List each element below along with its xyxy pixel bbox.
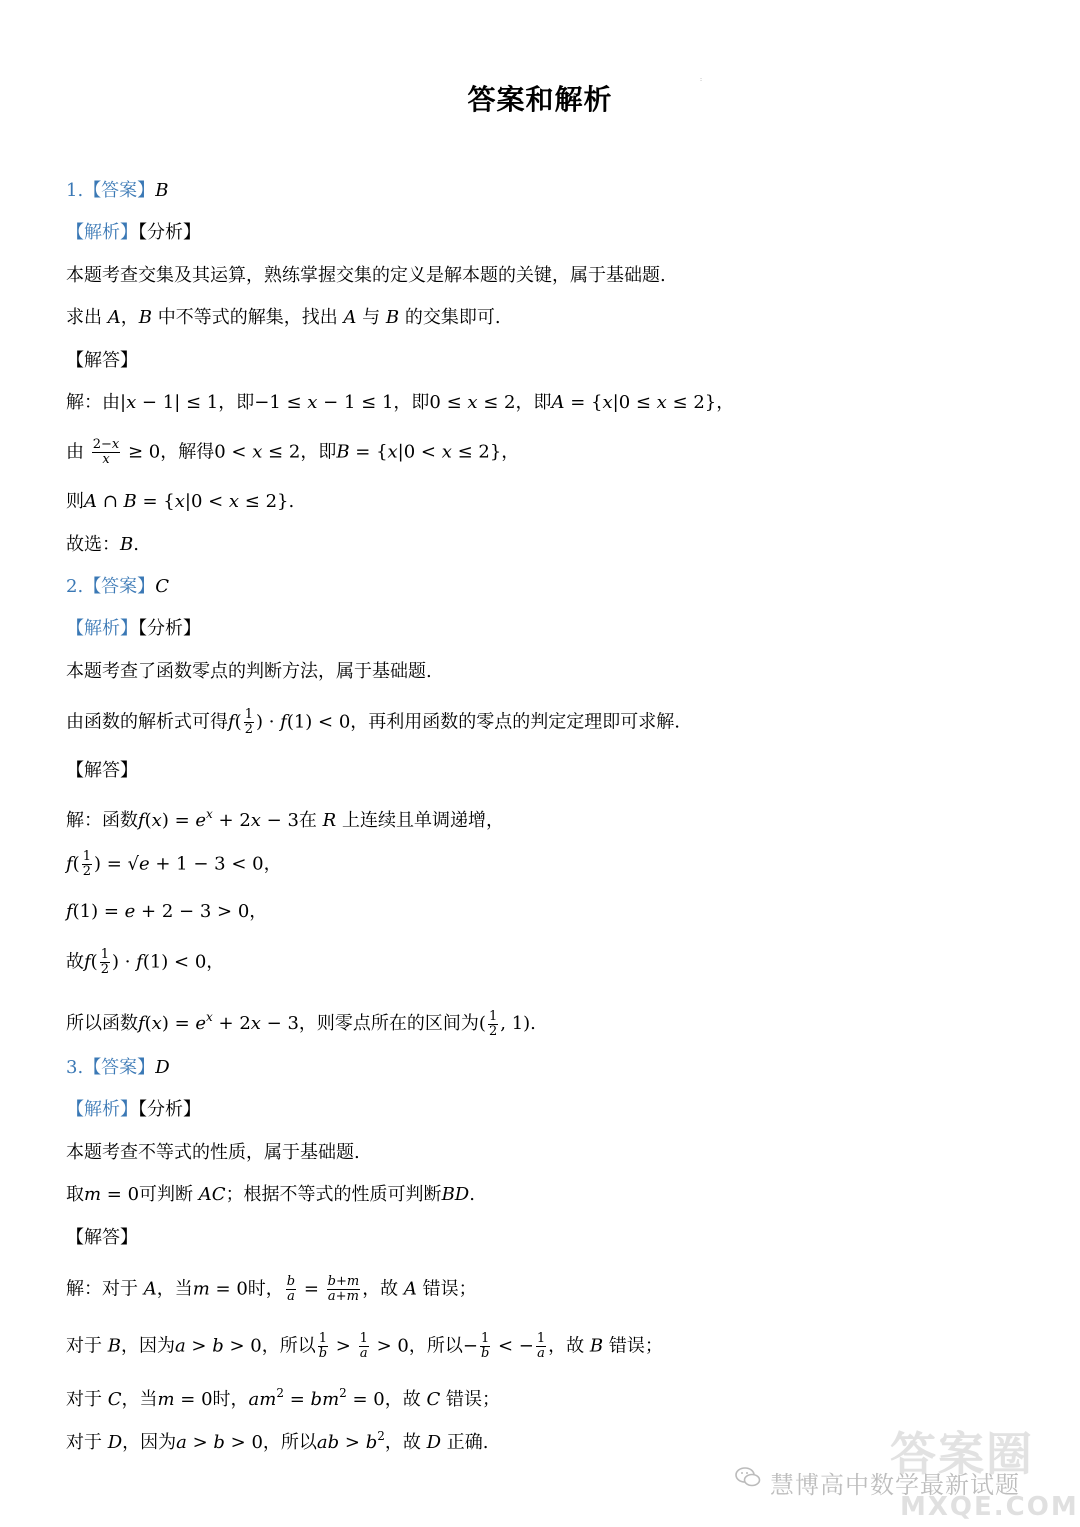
var: B [385, 307, 400, 328]
q3-solution-3 [66, 1381, 500, 1412]
q2-answer-tag: 【答案】 [83, 576, 156, 597]
q1-solution-tag: 【解答】 [66, 350, 138, 371]
q3-solution-tag: 【解答】 [66, 1227, 138, 1248]
numerator: 1 [480, 1331, 490, 1346]
text: 错误； [603, 1335, 663, 1357]
text: ，因为𝑎 > 𝑏 > 0，所以𝑎𝑏 > 𝑏 [122, 1432, 378, 1453]
q3-solution-4 [66, 1424, 489, 1455]
text: . [469, 1184, 475, 1205]
text: ， [120, 307, 139, 328]
q1-answer-line [66, 179, 168, 203]
text: 错误； [440, 1389, 500, 1410]
text: ；根据不等式的性质可判断 [225, 1184, 442, 1205]
q1-solution-3: 则𝐴 ∩ 𝐵 = {𝑥|0 < 𝑥 ≤ 2}. [66, 491, 295, 512]
text: ) · 𝑓(1) < 0，再利用函数的零点的判定定理即可求解. [255, 711, 681, 733]
text: 𝑓( [66, 853, 80, 875]
var: C [426, 1389, 441, 1410]
denominator: 𝑎+𝑚 [327, 1289, 359, 1304]
denominator: 2 [100, 962, 109, 977]
denominator: 𝑏 [318, 1346, 328, 1361]
fraction [318, 1332, 328, 1361]
q2-answer: C [155, 576, 169, 597]
denominator: 2 [82, 864, 91, 879]
fraction [327, 1275, 361, 1304]
var: R [322, 810, 337, 831]
text: 由函数的解析式可得𝑓( [66, 711, 242, 733]
denominator: 𝑎 [537, 1346, 545, 1361]
q2-solution-tag: 【解答】 [66, 760, 138, 781]
q1-fenxi-tag: 【分析】 [138, 222, 201, 243]
text: 对于 [66, 1389, 108, 1410]
q2-analysis-1: 本题考查了函数零点的判断方法，属于基础题. [66, 661, 432, 682]
text: = [298, 1278, 325, 1300]
var: D [426, 1432, 442, 1453]
watermark-logo: 答案圈 [890, 1427, 1034, 1481]
text: + 2𝑥 − 3，则零点所在的区间为( [212, 1013, 486, 1034]
var: B [138, 307, 152, 328]
text: ) · 𝑓(1) < 0， [111, 951, 225, 973]
numerator: 2−𝑥 [92, 437, 120, 452]
page-title: 答案和解析 [467, 83, 613, 116]
var: B [589, 1335, 604, 1357]
text: 对于 [66, 1335, 108, 1357]
text: 正确. [441, 1432, 489, 1453]
text: 的交集即可. [399, 307, 501, 328]
q1-answer: B [155, 180, 169, 201]
text: , 1). [500, 1013, 536, 1034]
q2-fenxi-tag: 【分析】 [138, 618, 201, 639]
text: ≥ 0，解得0 < 𝑥 ≤ 2，即𝐵 = {𝑥|0 < 𝑥 ≤ 2}， [122, 441, 520, 463]
text: 错误； [416, 1278, 477, 1300]
fraction [100, 948, 110, 977]
q3-number: 3. [66, 1057, 84, 1078]
q2-analysis-tags [66, 617, 201, 641]
fraction [286, 1275, 296, 1304]
q1-solution-1: 解：由|𝑥 − 1| ≤ 1，即−1 ≤ 𝑥 − 1 ≤ 1，即0 ≤ 𝑥 ≤ 2，即𝐴 = {𝑥|0 ≤ 𝑥 ≤ 2}， [66, 392, 735, 413]
numerator: 1 [318, 1331, 328, 1346]
text: 中不等式的解集，找出 [151, 307, 344, 328]
text: 故选： [66, 534, 120, 555]
fraction [92, 438, 121, 467]
numerator: 𝑏 [286, 1274, 296, 1289]
numerator: 1 [536, 1331, 546, 1346]
q3-answer-line [66, 1056, 170, 1080]
q1-solution-4 [66, 533, 139, 557]
superscript: 2 [377, 1429, 385, 1443]
fraction [480, 1332, 490, 1361]
var: C [107, 1389, 122, 1410]
q2-solution-1 [66, 802, 504, 833]
text: 故𝑓( [66, 951, 98, 973]
numerator: 1 [359, 1331, 368, 1346]
q3-answer: D [155, 1057, 170, 1078]
q3-fenxi-tag: 【分析】 [138, 1099, 201, 1120]
denominator: 𝑥 [102, 452, 110, 467]
q2-solution-4 [66, 948, 224, 977]
var: BD [441, 1184, 470, 1205]
superscript: 𝑥 [206, 1010, 213, 1024]
wechat-icon [735, 1466, 761, 1488]
numerator: 𝑏+𝑚 [327, 1274, 360, 1289]
superscript: 2 [339, 1386, 347, 1400]
var: AC [198, 1184, 226, 1205]
text: ) = √𝑒 + 1 − 3 < 0， [93, 853, 282, 875]
var: B [120, 534, 134, 555]
text: . [133, 534, 139, 555]
var: A [343, 307, 357, 328]
fraction [488, 1010, 498, 1039]
text: 解：对于 [66, 1278, 144, 1300]
q1-analysis-2 [66, 306, 501, 330]
numerator: 1 [488, 1008, 498, 1024]
text: ，故 [384, 1432, 427, 1453]
fraction [359, 1332, 369, 1361]
var: A [403, 1278, 417, 1300]
var: A [107, 307, 121, 328]
numerator: 1 [82, 849, 91, 864]
text: 上连续且单调递增， [336, 810, 504, 831]
denominator: 2 [488, 1023, 498, 1039]
numerator: 1 [244, 707, 253, 722]
watermark-account: 慧博高中数学最新试题 [770, 1471, 1020, 1499]
q3-analysis-tags [66, 1098, 201, 1122]
text: ，故 [362, 1278, 404, 1300]
q2-solution-3: 𝑓(1) = 𝑒 + 2 − 3 > 0， [66, 901, 268, 922]
text: = 𝑏𝑚 [284, 1389, 340, 1410]
q3-analysis-1: 本题考查不等式的性质，属于基础题. [66, 1142, 360, 1163]
text: 解：函数𝑓(𝑥) = 𝑒 [66, 810, 207, 831]
q1-jiexi-tag: 【解析】 [66, 222, 138, 243]
text: 由 [66, 441, 90, 463]
fraction [82, 850, 92, 879]
q3-jiexi-tag: 【解析】 [66, 1099, 138, 1120]
text: 对于 [66, 1432, 108, 1453]
denominator: 𝑎 [287, 1289, 295, 1304]
q1-answer-tag: 【答案】 [83, 180, 156, 201]
fraction [244, 708, 254, 737]
q3-solution-1 [66, 1275, 477, 1304]
q3-answer-tag: 【答案】 [83, 1057, 156, 1078]
q1-number: 1. [66, 180, 84, 201]
var: A [143, 1278, 157, 1300]
text: < − [492, 1335, 534, 1357]
text: 与 [356, 307, 386, 328]
q3-solution-2 [66, 1332, 663, 1361]
text: + 2𝑥 − 3在 [212, 810, 323, 831]
text: 所以函数𝑓(𝑥) = 𝑒 [66, 1013, 207, 1034]
q2-jiexi-tag: 【解析】 [66, 618, 138, 639]
q1-analysis-tags [66, 221, 201, 245]
tiny-mark: : [700, 76, 703, 83]
var: D [107, 1432, 123, 1453]
q3-analysis-2 [66, 1183, 475, 1207]
text: 取𝑚 = 0可判断 [66, 1184, 199, 1205]
text: = 0，故 [346, 1389, 427, 1410]
denominator: 2 [244, 722, 253, 737]
denominator: 𝑏 [480, 1346, 490, 1361]
text: ，当𝑚 = 0时，𝑎𝑚 [121, 1389, 277, 1410]
fraction [536, 1332, 546, 1361]
q1-solution-2 [66, 438, 519, 467]
q2-number: 2. [66, 576, 84, 597]
q2-analysis-2 [66, 708, 680, 737]
numerator: 1 [100, 947, 109, 962]
q2-solution-2 [66, 850, 282, 879]
var: B [107, 1335, 121, 1357]
superscript: 2 [276, 1386, 285, 1400]
text: 求出 [66, 307, 108, 328]
watermark-url: MXQE.COM [900, 1492, 1079, 1522]
text: ，当𝑚 = 0时， [156, 1278, 284, 1300]
q2-solution-5 [66, 1005, 536, 1039]
text: ，故 [548, 1335, 590, 1357]
denominator: 𝑎 [359, 1346, 368, 1361]
superscript: 𝑥 [206, 807, 213, 821]
text: > [330, 1335, 357, 1357]
q2-answer-line [66, 575, 169, 599]
q1-analysis-1: 本题考查交集及其运算，熟练掌握交集的定义是解本题的关键，属于基础题. [66, 265, 666, 286]
text: ，因为𝑎 > 𝑏 > 0，所以 [120, 1335, 316, 1357]
text: > 0，所以− [370, 1335, 478, 1357]
